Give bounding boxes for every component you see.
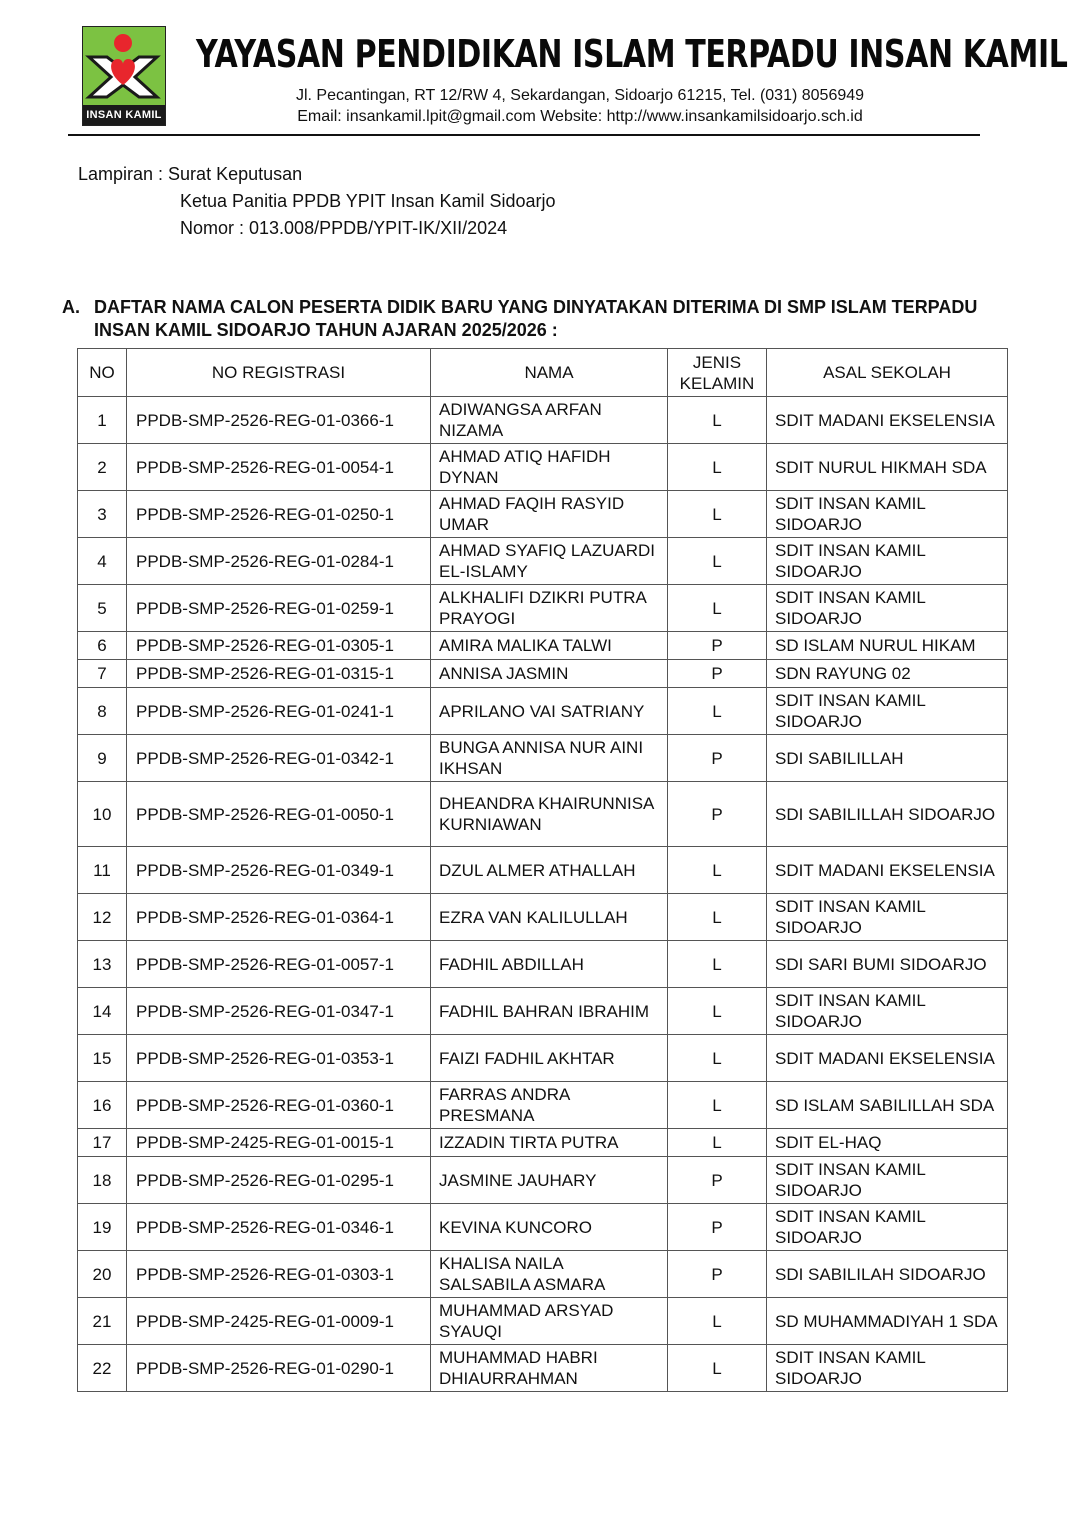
row-number: 12: [78, 894, 127, 941]
student-name: ANNISA JASMIN: [431, 660, 668, 688]
gender: L: [668, 491, 767, 538]
origin-school: SDIT INSAN KAMIL SIDOARJO: [767, 491, 1008, 538]
origin-school: SDI SARI BUMI SIDOARJO: [767, 941, 1008, 988]
row-number: 20: [78, 1251, 127, 1298]
origin-school: SDIT EL-HAQ: [767, 1129, 1008, 1157]
lampiran-line-3: Nomor : 013.008/PPDB/YPIT-IK/XII/2024: [180, 218, 508, 238]
logo-emblem-icon: [83, 27, 164, 103]
origin-school: SD ISLAM NURUL HIKAM: [767, 632, 1008, 660]
header-gender: JENIS KELAMIN: [668, 349, 767, 397]
student-name: APRILANO VAI SATRIANY: [431, 688, 668, 735]
student-name: AHMAD ATIQ HAFIDH DYNAN: [431, 444, 668, 491]
row-number: 4: [78, 538, 127, 585]
origin-school: SDI SABILILLAH SIDOARJO: [767, 782, 1008, 847]
header-name: NAMA: [431, 349, 668, 397]
row-number: 15: [78, 1035, 127, 1082]
registration-number: PPDB-SMP-2526-REG-01-0366-1: [127, 397, 431, 444]
registration-number: PPDB-SMP-2425-REG-01-0015-1: [127, 1129, 431, 1157]
student-name: FADHIL BAHRAN IBRAHIM: [431, 988, 668, 1035]
address-line: Jl. Pecantingan, RT 12/RW 4, Sekardangan, Sidoarjo 61215, Tel. (031) 8056949: [295, 87, 865, 104]
table-row: [78, 847, 1008, 894]
table-row: [78, 585, 1008, 632]
row-number: 8: [78, 688, 127, 735]
table-row: [78, 491, 1008, 538]
gender: L: [668, 444, 767, 491]
row-number: 18: [78, 1157, 127, 1204]
origin-school: SDIT INSAN KAMIL SIDOARJO: [767, 538, 1008, 585]
registration-number: PPDB-SMP-2526-REG-01-0364-1: [127, 894, 431, 941]
gender: L: [668, 894, 767, 941]
table-row: [78, 1129, 1008, 1157]
row-number: 1: [78, 397, 127, 444]
table-row: [78, 988, 1008, 1035]
student-name: FAIZI FADHIL AKHTAR: [431, 1035, 668, 1082]
gender: P: [668, 632, 767, 660]
registration-number: PPDB-SMP-2526-REG-01-0057-1: [127, 941, 431, 988]
row-number: 21: [78, 1298, 127, 1345]
student-name: EZRA VAN KALILULLAH: [431, 894, 668, 941]
gender: P: [668, 1251, 767, 1298]
table-row: [78, 782, 1008, 847]
student-name: FARRAS ANDRA PRESMANA: [431, 1082, 668, 1129]
row-number: 16: [78, 1082, 127, 1129]
student-name: AHMAD FAQIH RASYID UMAR: [431, 491, 668, 538]
registration-number: PPDB-SMP-2526-REG-01-0290-1: [127, 1345, 431, 1392]
origin-school: SD MUHAMMADIYAH 1 SDA: [767, 1298, 1008, 1345]
registration-number: PPDB-SMP-2526-REG-01-0295-1: [127, 1157, 431, 1204]
table-row: [78, 1035, 1008, 1082]
contact-line: Email: insankamil.lpit@gmail.com Website: http://www.insankamilsidoarjo.sch.id: [297, 108, 863, 125]
table-row: [78, 688, 1008, 735]
gender: L: [668, 1082, 767, 1129]
gender: L: [668, 941, 767, 988]
origin-school: SDI SABILILLAH: [767, 735, 1008, 782]
table-row: [78, 1157, 1008, 1204]
table-row: [78, 660, 1008, 688]
table-row: [78, 444, 1008, 491]
student-name: MUHAMMAD HABRI DHIAURRAHMAN: [431, 1345, 668, 1392]
section-marker: A.: [62, 297, 80, 317]
origin-school: SD ISLAM SABILILLAH SDA: [767, 1082, 1008, 1129]
gender: L: [668, 688, 767, 735]
gender: L: [668, 1345, 767, 1392]
origin-school: SDIT INSAN KAMIL SIDOARJO: [767, 585, 1008, 632]
row-number: 14: [78, 988, 127, 1035]
origin-school: SDIT INSAN KAMIL SIDOARJO: [767, 1157, 1008, 1204]
student-name: DZUL ALMER ATHALLAH: [431, 847, 668, 894]
student-name: KEVINA KUNCORO: [431, 1204, 668, 1251]
student-name: BUNGA ANNISA NUR AINI IKHSAN: [431, 735, 668, 782]
row-number: 10: [78, 782, 127, 847]
student-name: ALKHALIFI DZIKRI PUTRA PRAYOGI: [431, 585, 668, 632]
registration-number: PPDB-SMP-2526-REG-01-0315-1: [127, 660, 431, 688]
origin-school: SDI SABILILAH SIDOARJO: [767, 1251, 1008, 1298]
table-row: [78, 735, 1008, 782]
gender: P: [668, 1157, 767, 1204]
gender: P: [668, 782, 767, 847]
registration-number: PPDB-SMP-2526-REG-01-0353-1: [127, 1035, 431, 1082]
table-row: [78, 397, 1008, 444]
student-name: FADHIL ABDILLAH: [431, 941, 668, 988]
student-name: AHMAD SYAFIQ LAZUARDI EL-ISLAMY: [431, 538, 668, 585]
table-row: [78, 1298, 1008, 1345]
row-number: 11: [78, 847, 127, 894]
lampiran-line-2: Ketua Panitia PPDB YPIT Insan Kamil Sidoarjo: [180, 191, 556, 211]
gender: L: [668, 988, 767, 1035]
table-row: [78, 941, 1008, 988]
origin-school: SDIT INSAN KAMIL SIDOARJO: [767, 988, 1008, 1035]
student-name: KHALISA NAILA SALSABILA ASMARA: [431, 1251, 668, 1298]
organization-name: YAYASAN PENDIDIKAN ISLAM TERPADU INSAN KAMIL: [196, 32, 1068, 76]
row-number: 13: [78, 941, 127, 988]
gender: L: [668, 1129, 767, 1157]
row-number: 19: [78, 1204, 127, 1251]
header-origin-school: ASAL SEKOLAH: [767, 349, 1008, 397]
table-row: [78, 894, 1008, 941]
table-row: [78, 538, 1008, 585]
header-divider: [68, 134, 980, 136]
table-row: [78, 1345, 1008, 1392]
row-number: 5: [78, 585, 127, 632]
registration-number: PPDB-SMP-2526-REG-01-0303-1: [127, 1251, 431, 1298]
registration-number: PPDB-SMP-2526-REG-01-0284-1: [127, 538, 431, 585]
section-heading: [62, 296, 1022, 342]
origin-school: SDIT INSAN KAMIL SIDOARJO: [767, 1204, 1008, 1251]
student-name: MUHAMMAD ARSYAD SYAUQI: [431, 1298, 668, 1345]
header-registration: NO REGISTRASI: [127, 349, 431, 397]
registration-number: PPDB-SMP-2526-REG-01-0360-1: [127, 1082, 431, 1129]
origin-school: SDIT NURUL HIKMAH SDA: [767, 444, 1008, 491]
accepted-students-table: [77, 348, 1008, 1392]
registration-number: PPDB-SMP-2526-REG-01-0054-1: [127, 444, 431, 491]
table-header-row: [78, 349, 1008, 397]
origin-school: SDIT INSAN KAMIL SIDOARJO: [767, 688, 1008, 735]
section-title: DAFTAR NAMA CALON PESERTA DIDIK BARU YANG DINYATAKAN DITERIMA DI SMP ISLAM TERPADU INSAN KAMIL SIDOARJO TAHUN AJARAN 2025/2026 :: [94, 297, 978, 340]
table-row: [78, 1204, 1008, 1251]
registration-number: PPDB-SMP-2526-REG-01-0241-1: [127, 688, 431, 735]
registration-number: PPDB-SMP-2526-REG-01-0347-1: [127, 988, 431, 1035]
registration-number: PPDB-SMP-2526-REG-01-0346-1: [127, 1204, 431, 1251]
gender: L: [668, 847, 767, 894]
student-name: DHEANDRA KHAIRUNNISA KURNIAWAN: [431, 782, 668, 847]
registration-number: PPDB-SMP-2526-REG-01-0259-1: [127, 585, 431, 632]
origin-school: SDN RAYUNG 02: [767, 660, 1008, 688]
row-number: 2: [78, 444, 127, 491]
insan-kamil-logo: [82, 26, 166, 126]
table-row: [78, 632, 1008, 660]
origin-school: SDIT INSAN KAMIL SIDOARJO: [767, 1345, 1008, 1392]
student-name: IZZADIN TIRTA PUTRA: [431, 1129, 668, 1157]
registration-number: PPDB-SMP-2526-REG-01-0305-1: [127, 632, 431, 660]
logo-caption: INSAN KAMIL: [83, 105, 165, 125]
lampiran-label: Lampiran : Surat Keputusan: [78, 164, 303, 184]
origin-school: SDIT MADANI EKSELENSIA: [767, 847, 1008, 894]
row-number: 22: [78, 1345, 127, 1392]
origin-school: SDIT MADANI EKSELENSIA: [767, 397, 1008, 444]
row-number: 9: [78, 735, 127, 782]
row-number: 17: [78, 1129, 127, 1157]
student-name: AMIRA MALIKA TALWI: [431, 632, 668, 660]
gender: L: [668, 585, 767, 632]
gender: L: [668, 538, 767, 585]
registration-number: PPDB-SMP-2526-REG-01-0250-1: [127, 491, 431, 538]
gender: L: [668, 397, 767, 444]
row-number: 7: [78, 660, 127, 688]
origin-school: SDIT INSAN KAMIL SIDOARJO: [767, 894, 1008, 941]
header-no: NO: [78, 349, 127, 397]
registration-number: PPDB-SMP-2425-REG-01-0009-1: [127, 1298, 431, 1345]
table-row: [78, 1251, 1008, 1298]
row-number: 3: [78, 491, 127, 538]
registration-number: PPDB-SMP-2526-REG-01-0349-1: [127, 847, 431, 894]
student-name: JASMINE JAUHARY: [431, 1157, 668, 1204]
table-row: [78, 1082, 1008, 1129]
gender: L: [668, 1298, 767, 1345]
gender: P: [668, 1204, 767, 1251]
row-number: 6: [78, 632, 127, 660]
gender: P: [668, 660, 767, 688]
gender: P: [668, 735, 767, 782]
student-name: ADIWANGSA ARFAN NIZAMA: [431, 397, 668, 444]
registration-number: PPDB-SMP-2526-REG-01-0342-1: [127, 735, 431, 782]
registration-number: PPDB-SMP-2526-REG-01-0050-1: [127, 782, 431, 847]
gender: L: [668, 1035, 767, 1082]
origin-school: SDIT MADANI EKSELENSIA: [767, 1035, 1008, 1082]
